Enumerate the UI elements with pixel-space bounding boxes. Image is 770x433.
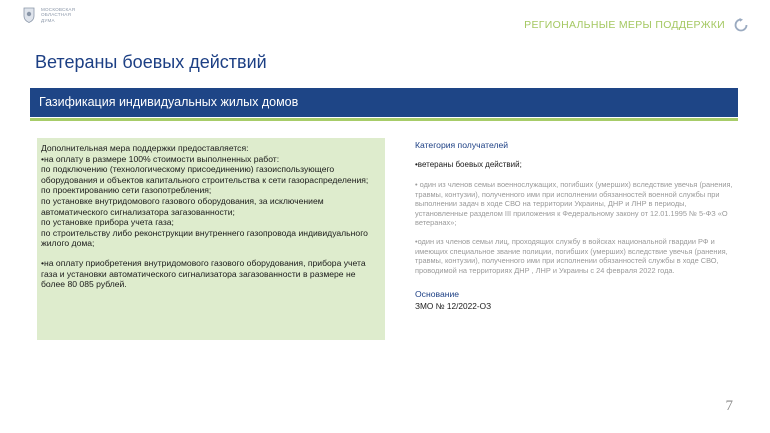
measure-line: по строительству либо реконструкции внутреннего газопровода индивидуального жилого дома; [41,227,368,249]
refresh-icon[interactable] [734,18,748,32]
banner-title: Газификация индивидуальных жилых домов [39,95,299,109]
section-title: РЕГИОНАЛЬНЫЕ МЕРЫ ПОДДЕРЖКИ [524,19,725,31]
logo-line-3: ДУМА [41,17,55,23]
header-right [524,18,748,32]
recipient-item: • один из членов семьи военнослужащих, погибших (умерших) вследствие увечья (ранения, травмы, контузии), полученного ими при исполнении обязанностей военной службы при выполнении задач в ходе СВО на территории Украины, ДНР и ЛНР в периоды, установленные разделом III приложения к Федеральному закону от 12.01.1995 № 5-ФЗ «О ветеранах»; [415,180,733,228]
measure-text [41,143,381,290]
measure-line: по установке внутридомового газового оборудования, за исключением автоматического сигнализатора загазованности; [41,195,324,217]
logo-line-1: МОСКОВСКАЯ [41,7,76,13]
logo-line-2: ОБЛАСТНАЯ [41,12,72,18]
banner-underline [30,118,738,121]
recipient-item: •ветераны боевых действий; [415,160,522,169]
measure-box-edge [30,138,37,340]
basis-label: Основание [415,289,460,300]
measure-line: по проектированию сети газопотребления; [41,185,212,196]
recipients-column [415,140,733,311]
measure-line: по установке прибора учета газа; [41,217,174,228]
recipients-label: Категория получателей [415,140,509,150]
measure-second: •на оплату приобретения внутридомового газового оборудования, прибора учета газа и установки автоматического сигнализатора загазованности в размере не более 80 085 рублей. [41,257,366,290]
measure-line: по подключению (технологическому присоединению) газоиспользующего оборудования и объектов капитального строительства к сети газораспределения; [41,164,369,185]
recipient-item: •один из членов семьи лиц, проходящих службу в войсках национальной гвардии РФ и имеющих специальное звание полиции, погибших (умерших) вследствие увечья (ранения, травмы, контузии), полученного ими при исполнении обязанностей службы в ходе СВО, проводимой на территориях ДНР , ЛНР и Украины с 24 февраля 2022 года. [415,236,728,275]
section-banner [30,88,738,117]
basis-value: ЗМО № 12/2022-ОЗ [415,301,492,312]
coat-of-arms-icon [22,7,36,23]
measure-line: •на оплату в размере 100% стоимости выполненных работ: [41,153,280,164]
page-number: 7 [725,398,733,414]
measure-line: Дополнительная мера поддержки предоставляется: [41,143,249,153]
page-title: Ветераны боевых действий [35,52,267,72]
logo [22,7,75,23]
